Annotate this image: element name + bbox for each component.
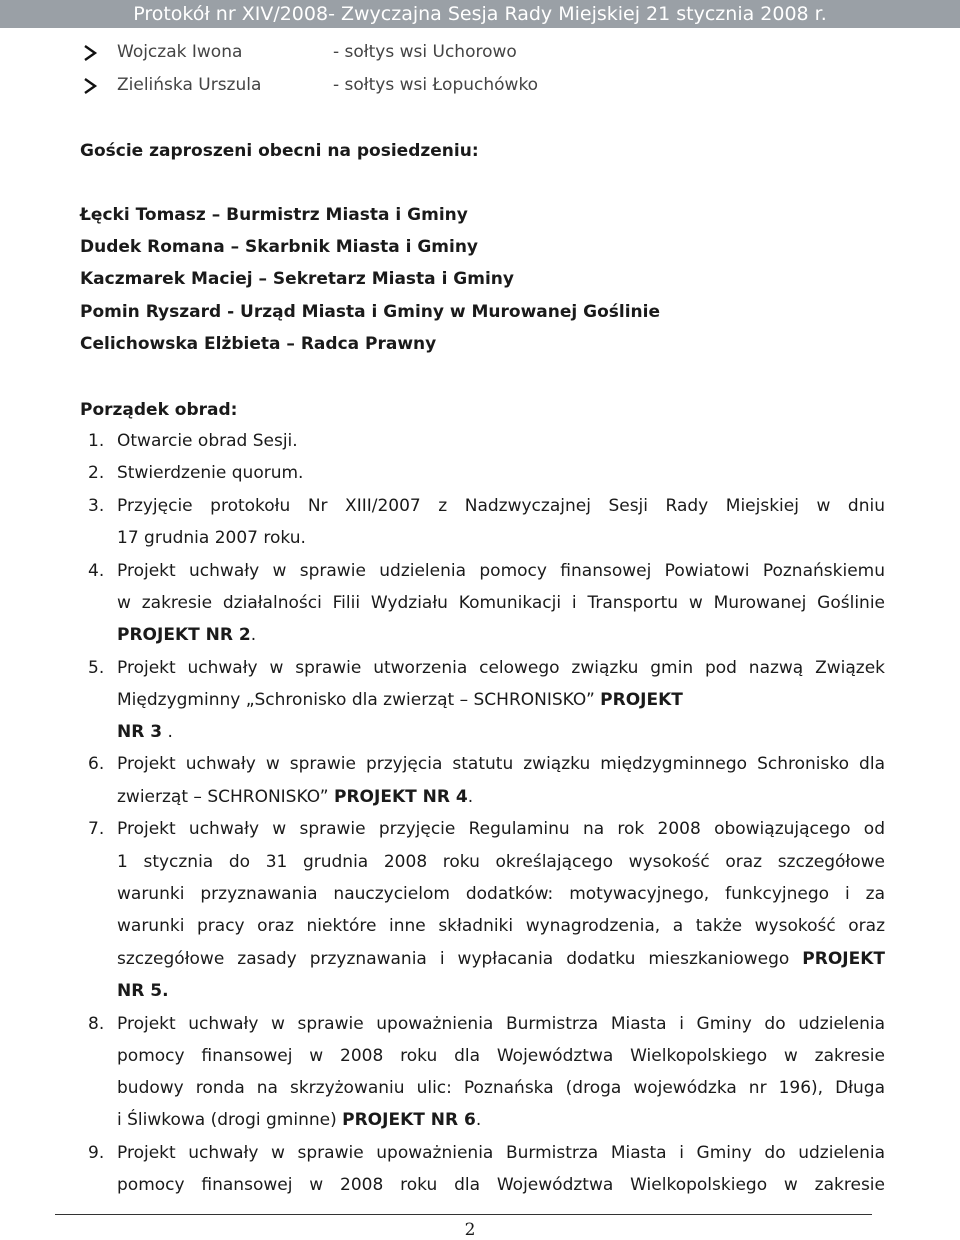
agenda-number: 2. bbox=[88, 463, 105, 483]
agenda-item-text: w zakresie działalności Filii Wydziału Komunikacji i Transportu w Murowanej Goślinie bbox=[117, 593, 885, 613]
agenda-number: 4. bbox=[88, 561, 105, 581]
agenda-item-text: Przyjęcie protokołu Nr XIII/2007 z Nadzwyczajnej Sesji Rady Miejskiej w dniu bbox=[117, 496, 885, 516]
agenda-item-text: Projekt uchwały w sprawie udzielenia pomocy finansowej Powiatowi Poznańskiemu bbox=[117, 561, 885, 581]
agenda-item-text: Projekt uchwały w sprawie utworzenia celowego związku gmin pod nazwą Związek bbox=[117, 658, 885, 678]
project-label: PROJEKT bbox=[600, 690, 683, 710]
agenda-item-line bbox=[117, 1110, 481, 1130]
agenda-item-text: zwierząt – SCHRONISKO” bbox=[117, 787, 329, 807]
footer-rule bbox=[55, 1214, 872, 1215]
agenda-number: 9. bbox=[88, 1143, 105, 1163]
agenda-item-text: Otwarcie obrad Sesji. bbox=[117, 431, 298, 451]
attendee-role: - sołtys wsi Uchorowo bbox=[333, 42, 517, 62]
agenda-item-text: Stwierdzenie quorum. bbox=[117, 463, 304, 483]
agenda-item-line bbox=[117, 625, 256, 645]
agenda-item-text: szczegółowe zasady przyznawania i wypłacania dodatku mieszkaniowego bbox=[117, 949, 790, 969]
attendee-role: - sołtys wsi Łopuchówko bbox=[333, 75, 539, 95]
punctuation: . bbox=[167, 722, 173, 742]
project-label: NR 3 bbox=[117, 722, 163, 742]
agenda-item-text: budowy ronda na skrzyżowaniu ulic: Poznańska (droga wojewódzka nr 196), Długa bbox=[117, 1078, 885, 1098]
project-label: PROJEKT bbox=[802, 949, 885, 969]
guest-entry: Pomin Ryszard - Urząd Miasta i Gminy w Murowanej Goślinie bbox=[80, 302, 661, 322]
guest-entry: Łęcki Tomasz – Burmistrz Miasta i Gminy bbox=[80, 205, 468, 225]
project-label: PROJEKT NR 4 bbox=[334, 787, 468, 807]
agenda-number: 5. bbox=[88, 658, 105, 678]
guests-heading: Goście zaproszeni obecni na posiedzeniu: bbox=[80, 141, 479, 161]
agenda-number: 1. bbox=[88, 431, 105, 451]
page-number: 2 bbox=[464, 1220, 476, 1240]
agenda-item-line bbox=[117, 787, 473, 807]
agenda-item-text: i Śliwkowa (drogi gminne) bbox=[117, 1110, 337, 1130]
agenda-item-text: warunki pracy oraz niektóre inne składniki wynagrodzenia, a także wysokość oraz bbox=[117, 916, 885, 936]
agenda-item-text: Projekt uchwały w sprawie przyjęcie Regulaminu na rok 2008 obowiązującego od bbox=[117, 819, 885, 839]
agenda-number: 8. bbox=[88, 1014, 105, 1034]
punctuation: . bbox=[467, 787, 474, 807]
punctuation: . bbox=[250, 625, 257, 645]
guest-entry: Celichowska Elżbieta – Radca Prawny bbox=[80, 334, 437, 354]
arrow-bullet-icon bbox=[82, 76, 100, 96]
agenda-item-text: 17 grudnia 2007 roku. bbox=[117, 528, 306, 548]
guest-entry: Kaczmarek Maciej – Sekretarz Miasta i Gminy bbox=[80, 269, 514, 289]
agenda-number: 7. bbox=[88, 819, 105, 839]
guest-entry: Dudek Romana – Skarbnik Miasta i Gminy bbox=[80, 237, 479, 257]
attendee-name: Zielińska Urszula bbox=[117, 75, 262, 95]
agenda-item-line bbox=[117, 690, 683, 710]
project-label: PROJEKT NR 6 bbox=[342, 1110, 476, 1130]
agenda-item-text: pomocy finansowej w 2008 roku dla Województwa Wielkopolskiego w zakresie bbox=[117, 1046, 885, 1066]
agenda-item-text: Projekt uchwały w sprawie przyjęcia statutu związku międzygminnego Schronisko dla bbox=[117, 754, 885, 774]
punctuation: . bbox=[475, 1110, 482, 1130]
agenda-item-line bbox=[117, 949, 885, 969]
page-header: Protokół nr XIV/2008- Zwyczajna Sesja Rady Miejskiej 21 stycznia 2008 r. bbox=[0, 0, 960, 28]
agenda-item-text: warunki przyznawania nauczycielom dodatków: motywacyjnego, funkcyjnego i za bbox=[117, 884, 885, 904]
agenda-heading: Porządek obrad: bbox=[80, 400, 238, 420]
agenda-number: 3. bbox=[88, 496, 105, 516]
attendee-name: Wojczak Iwona bbox=[117, 42, 243, 62]
project-label: PROJEKT NR 2 bbox=[117, 625, 251, 645]
agenda-number: 6. bbox=[88, 754, 105, 774]
agenda-item-text: 1 stycznia do 31 grudnia 2008 roku określającego wysokość oraz szczegółowe bbox=[117, 852, 885, 872]
arrow-bullet-icon bbox=[82, 43, 100, 63]
project-label: NR 5. bbox=[117, 981, 169, 1001]
agenda-item-line bbox=[117, 722, 173, 742]
agenda-item-text: Międzygminny „Schronisko dla zwierząt – SCHRONISKO” bbox=[117, 690, 595, 710]
agenda-item-text: Projekt uchwały w sprawie upoważnienia Burmistrza Miasta i Gminy do udzielenia bbox=[117, 1014, 885, 1034]
agenda-item-text: pomocy finansowej w 2008 roku dla Województwa Wielkopolskiego w zakresie bbox=[117, 1175, 885, 1195]
agenda-item-text: Projekt uchwały w sprawie upoważnienia Burmistrza Miasta i Gminy do udzielenia bbox=[117, 1143, 885, 1163]
